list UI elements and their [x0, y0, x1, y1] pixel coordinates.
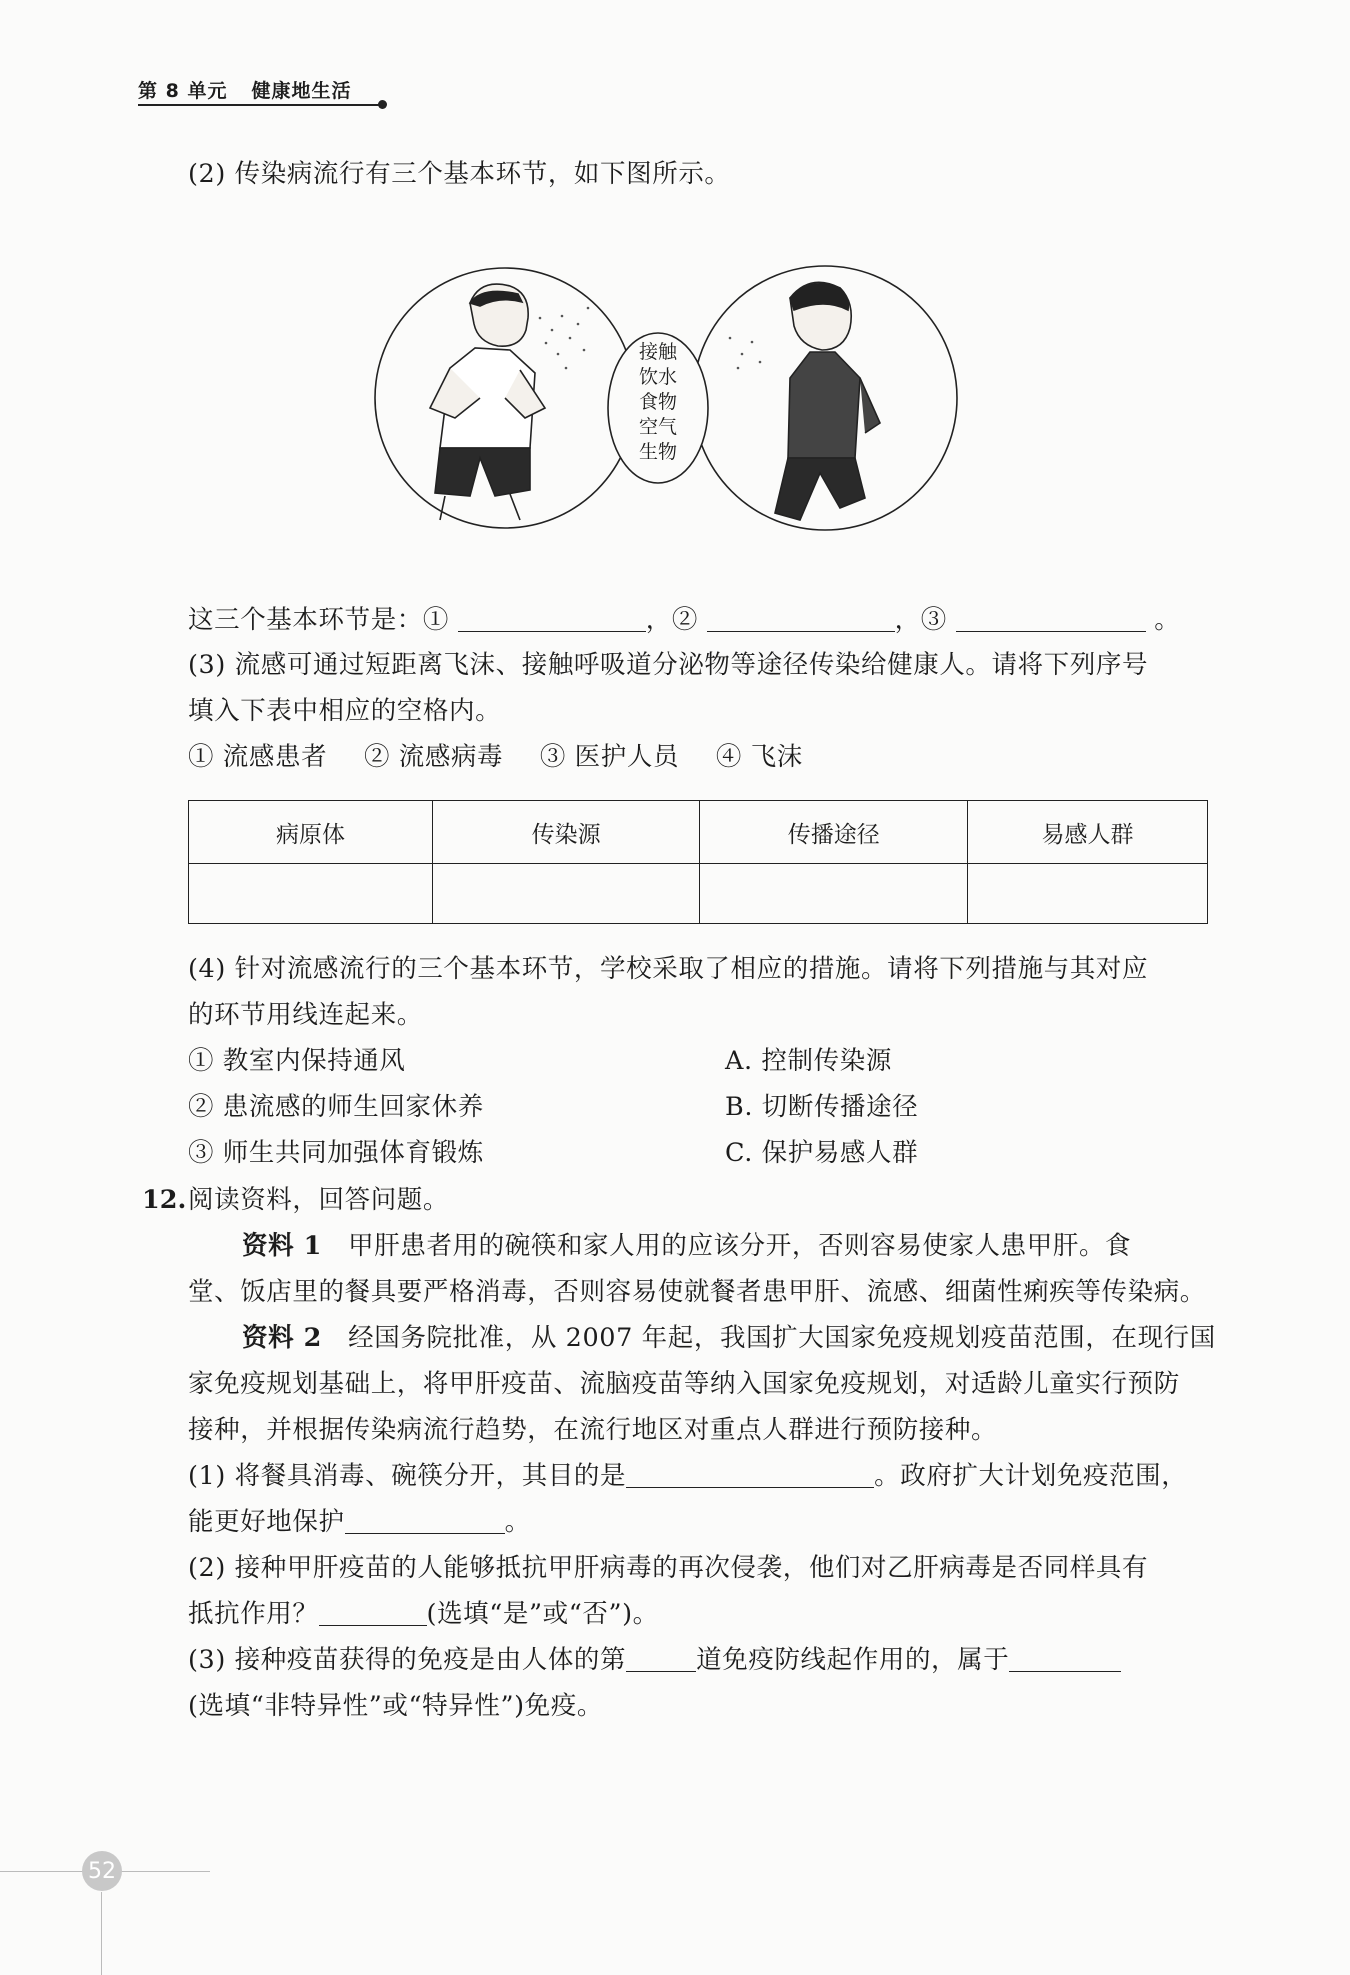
table-cell-route[interactable]	[700, 864, 968, 924]
link-c: C. 保护易感人群	[725, 1138, 919, 1168]
q12-part2-blank[interactable]	[319, 1599, 427, 1626]
classification-table	[188, 800, 1208, 924]
material-1-label: 资料 1	[242, 1231, 323, 1261]
answer-prefix: 这三个基本环节是：①	[188, 605, 450, 635]
material-1-line2: 堂、饭店里的餐具要严格消毒，否则容易使就餐者患甲肝、流感、细菌性痢疾等传染病。	[188, 1277, 1206, 1307]
option-2: ② 流感病毒	[363, 742, 504, 772]
route-label-air: 空气	[638, 416, 678, 438]
header-dot	[378, 100, 387, 109]
q12-part3-blank-1[interactable]	[626, 1645, 696, 1672]
material-2-line1	[242, 1321, 1216, 1355]
coughing-boy-figure	[430, 284, 545, 520]
measure-1: ① 教室内保持通风	[188, 1046, 406, 1076]
measure-3: ③ 师生共同加强体育锻炼	[188, 1138, 484, 1168]
route-label-water: 饮水	[638, 366, 678, 388]
q12-part1-line2	[188, 1505, 531, 1539]
route-label-contact: 接触	[638, 341, 678, 363]
q12-part2-line1: (2) 接种甲肝疫苗的人能够抵抗甲肝病毒的再次侵袭，他们对乙肝病毒是否同样具有	[188, 1553, 1149, 1583]
answer-blank-3[interactable]	[956, 605, 1146, 632]
q12-number: 12.	[142, 1185, 187, 1215]
q11-part3-line2: 填入下表中相应的空格内。	[188, 696, 502, 726]
table-header-source: 传染源	[432, 801, 700, 864]
susceptible-boy-figure	[775, 282, 880, 520]
answer-blank-1[interactable]	[458, 605, 646, 632]
link-b: B. 切断传播途径	[725, 1092, 919, 1122]
option-3: ③ 医护人员	[539, 742, 680, 772]
q11-part2-intro: (2) 传染病流行有三个基本环节，如下图所示。	[188, 159, 731, 189]
material-2-label: 资料 2	[242, 1323, 323, 1353]
q12-part2-text-c: (选填“是”或“否”)。	[426, 1599, 659, 1629]
q11-part2-answer	[188, 603, 1180, 637]
q11-part3-line1: (3) 流感可通过短距离飞沫、接触呼吸道分泌物等途径传染给健康人。请将下列序号	[188, 650, 1149, 680]
transmission-illustration	[370, 258, 970, 538]
route-labels	[639, 341, 678, 463]
answer-sep-2: ，②	[645, 605, 698, 635]
answer-sep-3: ，③	[894, 605, 947, 635]
q12-part1-text-b: 。政府扩大计划免疫范围，	[874, 1461, 1188, 1491]
unit-title: 健康地生活	[251, 80, 352, 102]
material-2-line2: 家免疫规划基础上，将甲肝疫苗、流脑疫苗等纳入国家免疫规划，对适龄儿童实行预防	[188, 1369, 1180, 1399]
route-label-organism: 生物	[638, 441, 678, 463]
q11-part4-line2: 的环节用线连起来。	[188, 1000, 423, 1030]
link-a: A. 控制传染源	[725, 1046, 892, 1076]
material-1-line1	[242, 1229, 1131, 1263]
q12-part3-text-b: 道免疫防线起作用的，属于	[696, 1645, 1010, 1675]
q12-part3-line2: (选填“非特异性”或“特异性”)免疫。	[188, 1691, 603, 1721]
table-cell-susceptible[interactable]	[968, 864, 1208, 924]
page-number-stem	[101, 1892, 102, 1975]
header-rule	[138, 104, 384, 106]
q12-part3-blank-2[interactable]	[1009, 1645, 1121, 1672]
q11-part4-line1: (4) 针对流感流行的三个基本环节，学校采取了相应的措施。请将下列措施与其对应	[188, 954, 1149, 984]
q12-part3-line1	[188, 1643, 1121, 1677]
material-2-line3: 接种，并根据传染病流行趋势，在流行地区对重点人群进行预防接种。	[188, 1415, 998, 1445]
table-header-route: 传播途径	[700, 801, 968, 864]
q12-part3-text-a: (3) 接种疫苗获得的免疫是由人体的第	[188, 1645, 627, 1675]
q12-part1-text-d: 。	[504, 1507, 531, 1537]
table-header-pathogen: 病原体	[189, 801, 433, 864]
unit-number: 第 8 单元	[138, 80, 228, 102]
answer-end: 。	[1154, 605, 1181, 635]
option-4: ④ 飞沫	[715, 742, 803, 772]
route-label-food: 食物	[638, 391, 678, 413]
table-cell-pathogen[interactable]	[189, 864, 433, 924]
q12-part2-text-b: 抵抗作用？	[188, 1599, 319, 1629]
answer-blank-2[interactable]	[707, 605, 895, 632]
material-1-text: 甲肝患者用的碗筷和家人用的应该分开，否则容易使家人患甲肝。食	[348, 1231, 1132, 1261]
q11-part3-options	[188, 740, 831, 774]
q12-part2-line2	[188, 1597, 659, 1631]
q12-stem: 阅读资料，回答问题。	[188, 1185, 450, 1215]
q12-part1-line1	[188, 1459, 1187, 1493]
q12-part1-text-a: (1) 将餐具消毒、碗筷分开，其目的是	[188, 1461, 627, 1491]
q12-part1-text-c: 能更好地保护	[188, 1507, 345, 1537]
q12-part1-blank-2[interactable]	[345, 1507, 505, 1534]
q12-part1-blank-1[interactable]	[626, 1461, 874, 1488]
page-number: 52	[82, 1851, 122, 1891]
measure-2: ② 患流感的师生回家休养	[188, 1092, 484, 1122]
material-2-text: 经国务院批准，从 2007 年起，我国扩大国家免疫规划疫苗范围，在现行国	[348, 1323, 1216, 1353]
unit-header	[138, 76, 351, 103]
table-header-susceptible: 易感人群	[968, 801, 1208, 864]
option-1: ① 流感患者	[188, 742, 328, 772]
table-cell-source[interactable]	[432, 864, 700, 924]
